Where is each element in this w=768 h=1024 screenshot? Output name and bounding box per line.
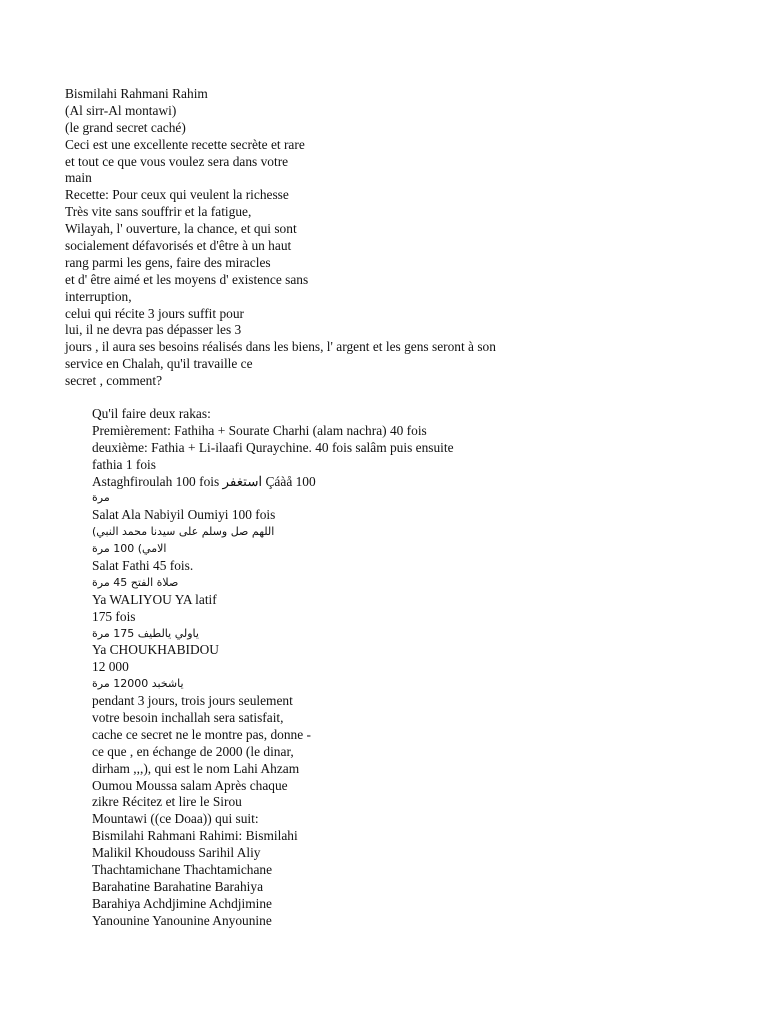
text-line: Thachtamichane Thachtamichane bbox=[92, 862, 273, 878]
text-line: pendant 3 jours, trois jours seulement bbox=[92, 693, 293, 709]
text-line: 175 fois bbox=[92, 608, 136, 624]
text-line: fathia 1 fois bbox=[92, 456, 156, 472]
intro-paragraph bbox=[65, 86, 755, 390]
text-line: Bismilahi Rahmani Rahim bbox=[65, 86, 208, 101]
text-line: Mountawi ((ce Doaa)) qui suit: bbox=[92, 811, 259, 827]
text-line: Oumou Moussa salam Après chaque bbox=[92, 777, 288, 793]
text-line: jours , il aura ses besoins réalisés dans les biens, l' argent et les gens seront à son bbox=[65, 339, 496, 355]
text-line: ce que , en échange de 2000 (le dinar, bbox=[92, 743, 294, 759]
text-line: 12 000 bbox=[92, 659, 129, 675]
text-line: et d' être aimé et les moyens d' existence sans bbox=[65, 271, 309, 287]
text-line: deuxième: Fathia + Li-ilaafi Quraychine. 40 fois salâm puis ensuite bbox=[92, 439, 454, 455]
text-line: Ya WALIYOU YA latif bbox=[92, 591, 217, 607]
steps-paragraph bbox=[92, 406, 752, 930]
text-line: Qu'il faire deux rakas: bbox=[92, 406, 211, 421]
text-line: cache ce secret ne le montre pas, donne - bbox=[92, 726, 311, 742]
text-line: (Al sirr-Al montawi) bbox=[65, 102, 177, 118]
text-line: lui, il ne devra pas dépasser les 3 bbox=[65, 322, 242, 338]
text-line: Yanounine Yanounine Anyounine bbox=[92, 912, 272, 928]
text-line: Ceci est une excellente recette secrète et rare bbox=[65, 136, 305, 152]
arabic-line: ياولي يالطيف 175 مرة bbox=[92, 626, 199, 640]
text-line: celui qui récite 3 jours suffit pour bbox=[65, 305, 244, 321]
arabic-line: الامي) 100 مرة bbox=[92, 542, 167, 556]
text-line: secret , comment? bbox=[65, 373, 163, 389]
text-line: Barahatine Barahatine Barahiya bbox=[92, 878, 264, 894]
text-line: service en Chalah, qu'il travaille ce bbox=[65, 356, 253, 372]
text-line: interruption, bbox=[65, 288, 132, 304]
text-line: Astaghfiroulah 100 fois استغفر Çáàå 100 bbox=[92, 473, 316, 489]
arabic-line: (اللهم صل وسلم على سيدنا محمد النبي bbox=[92, 525, 275, 539]
text-line: Premièrement: Fathiha + Sourate Charhi (alam nachra) 40 fois bbox=[92, 422, 427, 438]
arabic-line: صلاة الفتح 45 مرة bbox=[92, 575, 179, 589]
text-line: (le grand secret caché) bbox=[65, 119, 186, 135]
text-line: Barahiya Achdjimine Achdjimine bbox=[92, 895, 272, 911]
text-line: main bbox=[65, 170, 92, 186]
text-line: votre besoin inchallah sera satisfait, bbox=[92, 710, 284, 726]
text-line: rang parmi les gens, faire des miracles bbox=[65, 254, 271, 270]
text-line: dirham ,,,), qui est le nom Lahi Ahzam bbox=[92, 760, 300, 776]
text-line: socialement défavorisés et d'être à un haut bbox=[65, 238, 292, 254]
text-line: Très vite sans souffrir et la fatigue, bbox=[65, 204, 252, 220]
text-line: Wilayah, l' ouverture, la chance, et qui sont bbox=[65, 221, 297, 237]
text-line: Salat Fathi 45 fois. bbox=[92, 558, 194, 574]
text-line: Ya CHOUKHABIDOU bbox=[92, 642, 219, 658]
text-line: et tout ce que vous voulez sera dans votre bbox=[65, 153, 289, 169]
text-line: Salat Ala Nabiyil Oumiyi 100 fois bbox=[92, 507, 276, 523]
text-line: Recette: Pour ceux qui veulent la richesse bbox=[65, 187, 289, 203]
text-line: zikre Récitez et lire le Sirou bbox=[92, 794, 242, 810]
text-line: Bismilahi Rahmani Rahimi: Bismilahi bbox=[92, 828, 298, 844]
arabic-line: مرة bbox=[92, 491, 110, 505]
text-line: Malikil Khoudouss Sarihil Aliy bbox=[92, 845, 261, 861]
arabic-line: ياشخبد 12000 مرة bbox=[92, 677, 184, 691]
